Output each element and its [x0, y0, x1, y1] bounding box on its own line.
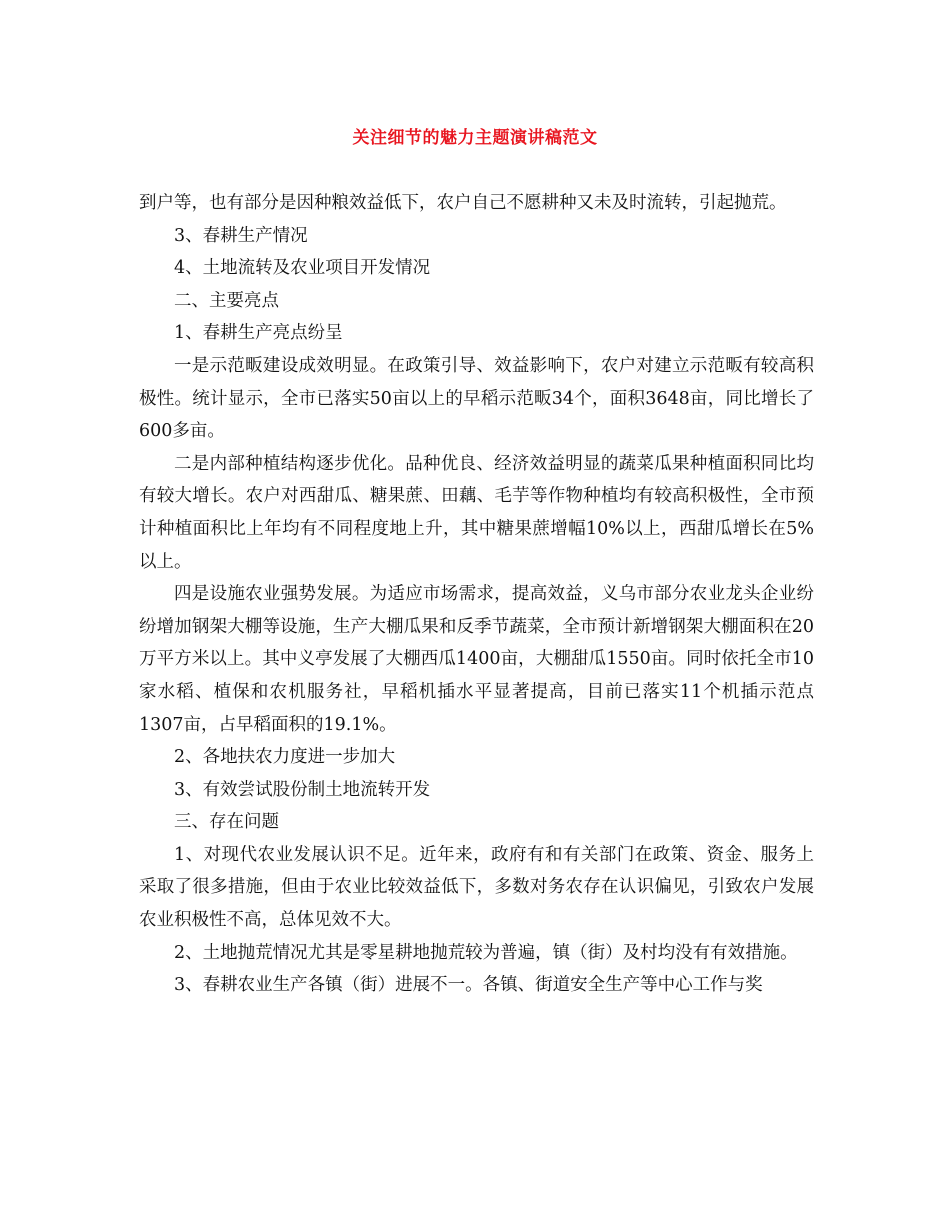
paragraph: 1、春耕生产亮点纷呈: [174, 323, 343, 344]
section-heading: 三、存在问题: [174, 812, 279, 833]
paragraph: 2、土地抛荒情况尤其是零星耕地抛荒较为普遍，镇（街）及村均没有有效措施。: [174, 942, 798, 963]
document-title: 关注细节的魅力主题演讲稿范文: [352, 128, 598, 148]
paragraph: 二是内部种植结构逐步优化。品种优良、经济效益明显的蔬菜瓜果种植面积同比均有较大增长。农户对西甜瓜、糖果蔗、田藕、毛芋等作物种植均有较高积极性，全市预计种植面积比上年均有不同程度地上升，其中糖果蔗增幅10%以上，西甜瓜增长在5%以上。: [139, 453, 814, 572]
paragraph: 四是设施农业强势发展。为适应市场需求，提高效益，义乌市部分农业龙头企业纷纷增加钢架大棚等设施，生产大棚瓜果和反季节蔬菜，全市预计新增钢架大棚面积在20万平方米以上。其中义亭发展了大棚西瓜1400亩，大棚甜瓜1550亩。同时依托全市10家水稻、植保和农机服务社，早稻机插水平显著提高，目前已落实11个机插示范点1307亩，占早稻面积的19.1%。: [139, 584, 814, 735]
paragraph: 3、春耕农业生产各镇（街）进展不一。各镇、街道安全生产等中心工作与奖: [174, 975, 763, 996]
paragraph: 4、土地流转及农业项目开发情况: [174, 258, 431, 279]
paragraph: 1、对现代农业发展认识不足。近年来，政府有和有关部门在政策、资金、服务上采取了很多措施，但由于农业比较效益低下，多数对务农存在认识偏见，引致农户发展农业积极性不高，总体见效不大。: [139, 844, 814, 931]
paragraph: 到户等，也有部分是因种粮效益低下，农户自己不愿耕种又未及时流转，引起抛荒。: [139, 193, 787, 213]
paragraph: 2、各地扶农力度进一步加大: [174, 747, 396, 768]
section-heading: 二、主要亮点: [174, 290, 279, 311]
paragraph: 一是示范畈建设成效明显。在政策引导、效益影响下，农户对建立示范畈有较高积极性。统计显示，全市已落实50亩以上的早稻示范畈34个，面积3648亩，同比增长了600多亩。: [139, 355, 814, 442]
paragraph: 3、有效尝试股份制土地流转开发: [174, 779, 431, 800]
document-body: [139, 187, 814, 1002]
paragraph: 3、春耕生产情况: [174, 225, 308, 246]
